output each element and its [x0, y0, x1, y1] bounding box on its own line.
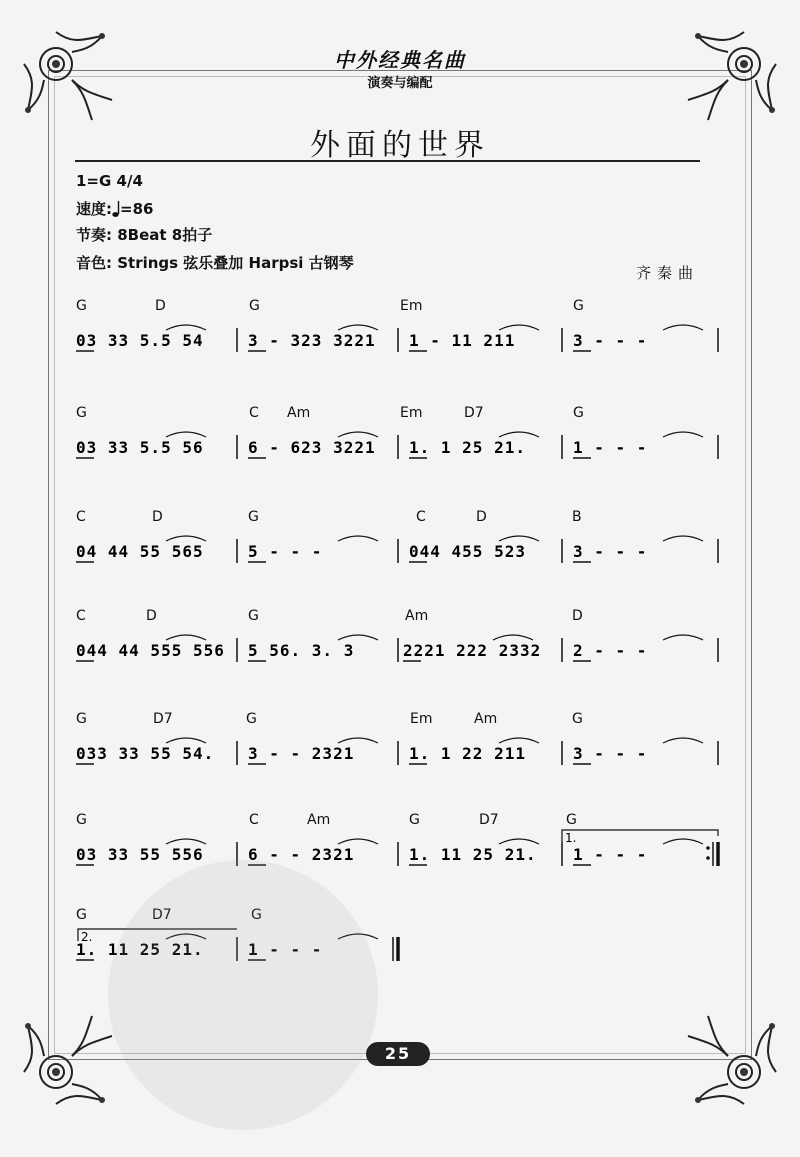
chord-symbol: G [249, 298, 260, 314]
chord-symbol: D7 [152, 907, 172, 923]
slur-arc [493, 635, 533, 640]
measure-notes: 1. 11 25 21. [409, 845, 537, 864]
series-subtitle: 演奏与编配 [367, 76, 433, 91]
score-row [0, 298, 800, 368]
chord-symbol: G [573, 298, 584, 314]
slur-arc [338, 635, 378, 640]
slur-arc [663, 839, 703, 844]
measure-notes: 2221 222 2332 [403, 641, 542, 660]
chord-symbol: D [476, 509, 487, 525]
chord-symbol: G [248, 509, 259, 525]
measure-notes: 03 33 5.5 56 [76, 438, 204, 457]
chord-symbol: G [76, 907, 87, 923]
slur-arc [663, 738, 703, 743]
chord-symbol: D [155, 298, 166, 314]
slur-arc [166, 325, 206, 330]
slur-arc [499, 738, 539, 743]
measure-notes: 3 - - - [573, 331, 648, 350]
rhythm-info: 节奏: 8Beat 8拍子 [76, 226, 213, 244]
tempo-value: =86 [120, 200, 154, 218]
repeat-dot [706, 856, 710, 860]
title-divider [75, 160, 700, 162]
watermark-stamp [108, 860, 378, 1130]
measure-notes: 1. 11 25 21. [76, 940, 204, 959]
repeat-dot [706, 846, 710, 850]
score-row [0, 608, 800, 678]
slur-arc [663, 432, 703, 437]
slur-arc [338, 432, 378, 437]
slur-arc [166, 432, 206, 437]
ornament-corner-icon [22, 1010, 118, 1106]
chord-symbol: G [246, 711, 257, 727]
measure-notes: 1 - - - [573, 438, 648, 457]
measure-notes: 1 - 11 211 [409, 331, 516, 350]
slur-arc [499, 839, 539, 844]
slur-arc [166, 738, 206, 743]
chord-symbol: G [76, 812, 87, 828]
chord-symbol: G [572, 711, 583, 727]
slur-arc [499, 432, 539, 437]
measure-notes: 1. 1 25 21. [409, 438, 526, 457]
slur-arc [166, 536, 206, 541]
score-row [0, 509, 800, 579]
chord-symbol: D7 [153, 711, 173, 727]
chord-symbol: G [248, 608, 259, 624]
chord-symbol: G [566, 812, 577, 828]
slur-arc [663, 536, 703, 541]
tone-info: 音色: Strings 弦乐叠加 Harpsi 古钢琴 [76, 254, 354, 272]
slur-arc [499, 536, 539, 541]
measure-notes: 3 - 323 3221 [248, 331, 376, 350]
volta-label: 2. [81, 930, 93, 944]
chord-symbol: C [249, 812, 259, 828]
slur-arc [338, 738, 378, 743]
measure-notes: 03 33 55 556 [76, 845, 204, 864]
chord-symbol: D [146, 608, 157, 624]
measure-notes: 6 - 623 3221 [248, 438, 376, 457]
chord-symbol: G [76, 405, 87, 421]
score-row [0, 812, 800, 882]
measure-notes: 1 - - - [573, 845, 648, 864]
chord-symbol: C [76, 608, 86, 624]
chord-symbol: D7 [479, 812, 499, 828]
chord-symbol: G [76, 298, 87, 314]
slur-arc [166, 839, 206, 844]
quarter-note-icon [112, 200, 120, 218]
chord-symbol: D7 [464, 405, 484, 421]
key-signature: 1=G 4/4 [76, 172, 143, 190]
tempo-label: 速度: [76, 200, 112, 218]
slur-arc [338, 325, 378, 330]
measure-notes: 2 - - - [573, 641, 648, 660]
score-row [0, 405, 800, 475]
chord-symbol: C [76, 509, 86, 525]
slur-arc [663, 325, 703, 330]
slur-arc [338, 839, 378, 844]
volta-label: 1. [565, 831, 577, 845]
series-title: 中外经典名曲 [334, 48, 466, 72]
tempo [76, 198, 153, 219]
chord-symbol: Em [400, 298, 423, 314]
chord-symbol: Em [400, 405, 423, 421]
chord-symbol: Em [410, 711, 433, 727]
slur-arc [499, 325, 539, 330]
measure-notes: 1. 1 22 211 [409, 744, 526, 763]
chord-symbol: C [416, 509, 426, 525]
measure-notes: 03 33 5.5 54 [76, 331, 204, 350]
ornament-corner-icon [682, 1010, 778, 1106]
chord-symbol: Am [307, 812, 331, 828]
chord-symbol: G [251, 907, 262, 923]
measure-notes: 3 - - - [573, 744, 648, 763]
slur-arc [166, 635, 206, 640]
chord-symbol: G [573, 405, 584, 421]
measure-notes: 3 - - 2321 [248, 744, 355, 763]
measure-notes: 6 - - 2321 [248, 845, 355, 864]
chord-symbol: D [152, 509, 163, 525]
measure-notes: 04 44 55 565 [76, 542, 204, 561]
chord-symbol: C [249, 405, 259, 421]
chord-symbol: D [572, 608, 583, 624]
measure-notes: 1 - - - [248, 940, 323, 959]
chord-symbol: G [409, 812, 420, 828]
song-title: 外面的世界 [310, 128, 490, 163]
chord-symbol: Am [287, 405, 311, 421]
measure-notes: 3 - - - [573, 542, 648, 561]
chord-symbol: Am [474, 711, 498, 727]
chord-symbol: Am [405, 608, 429, 624]
slur-arc [338, 536, 378, 541]
measure-notes: 5 - - - [248, 542, 323, 561]
composer: 齐秦曲 [636, 264, 700, 282]
measure-notes: 033 33 55 54. [76, 744, 215, 763]
slur-arc [663, 635, 703, 640]
chord-symbol: G [76, 711, 87, 727]
score-row [0, 711, 800, 781]
chord-symbol: B [572, 509, 582, 525]
measure-notes: 5 56. 3. 3 [248, 641, 355, 660]
measure-notes: 044 455 523 [409, 542, 526, 561]
measure-notes: 044 44 555 556 [76, 641, 225, 660]
page-number: 25 [366, 1042, 430, 1066]
